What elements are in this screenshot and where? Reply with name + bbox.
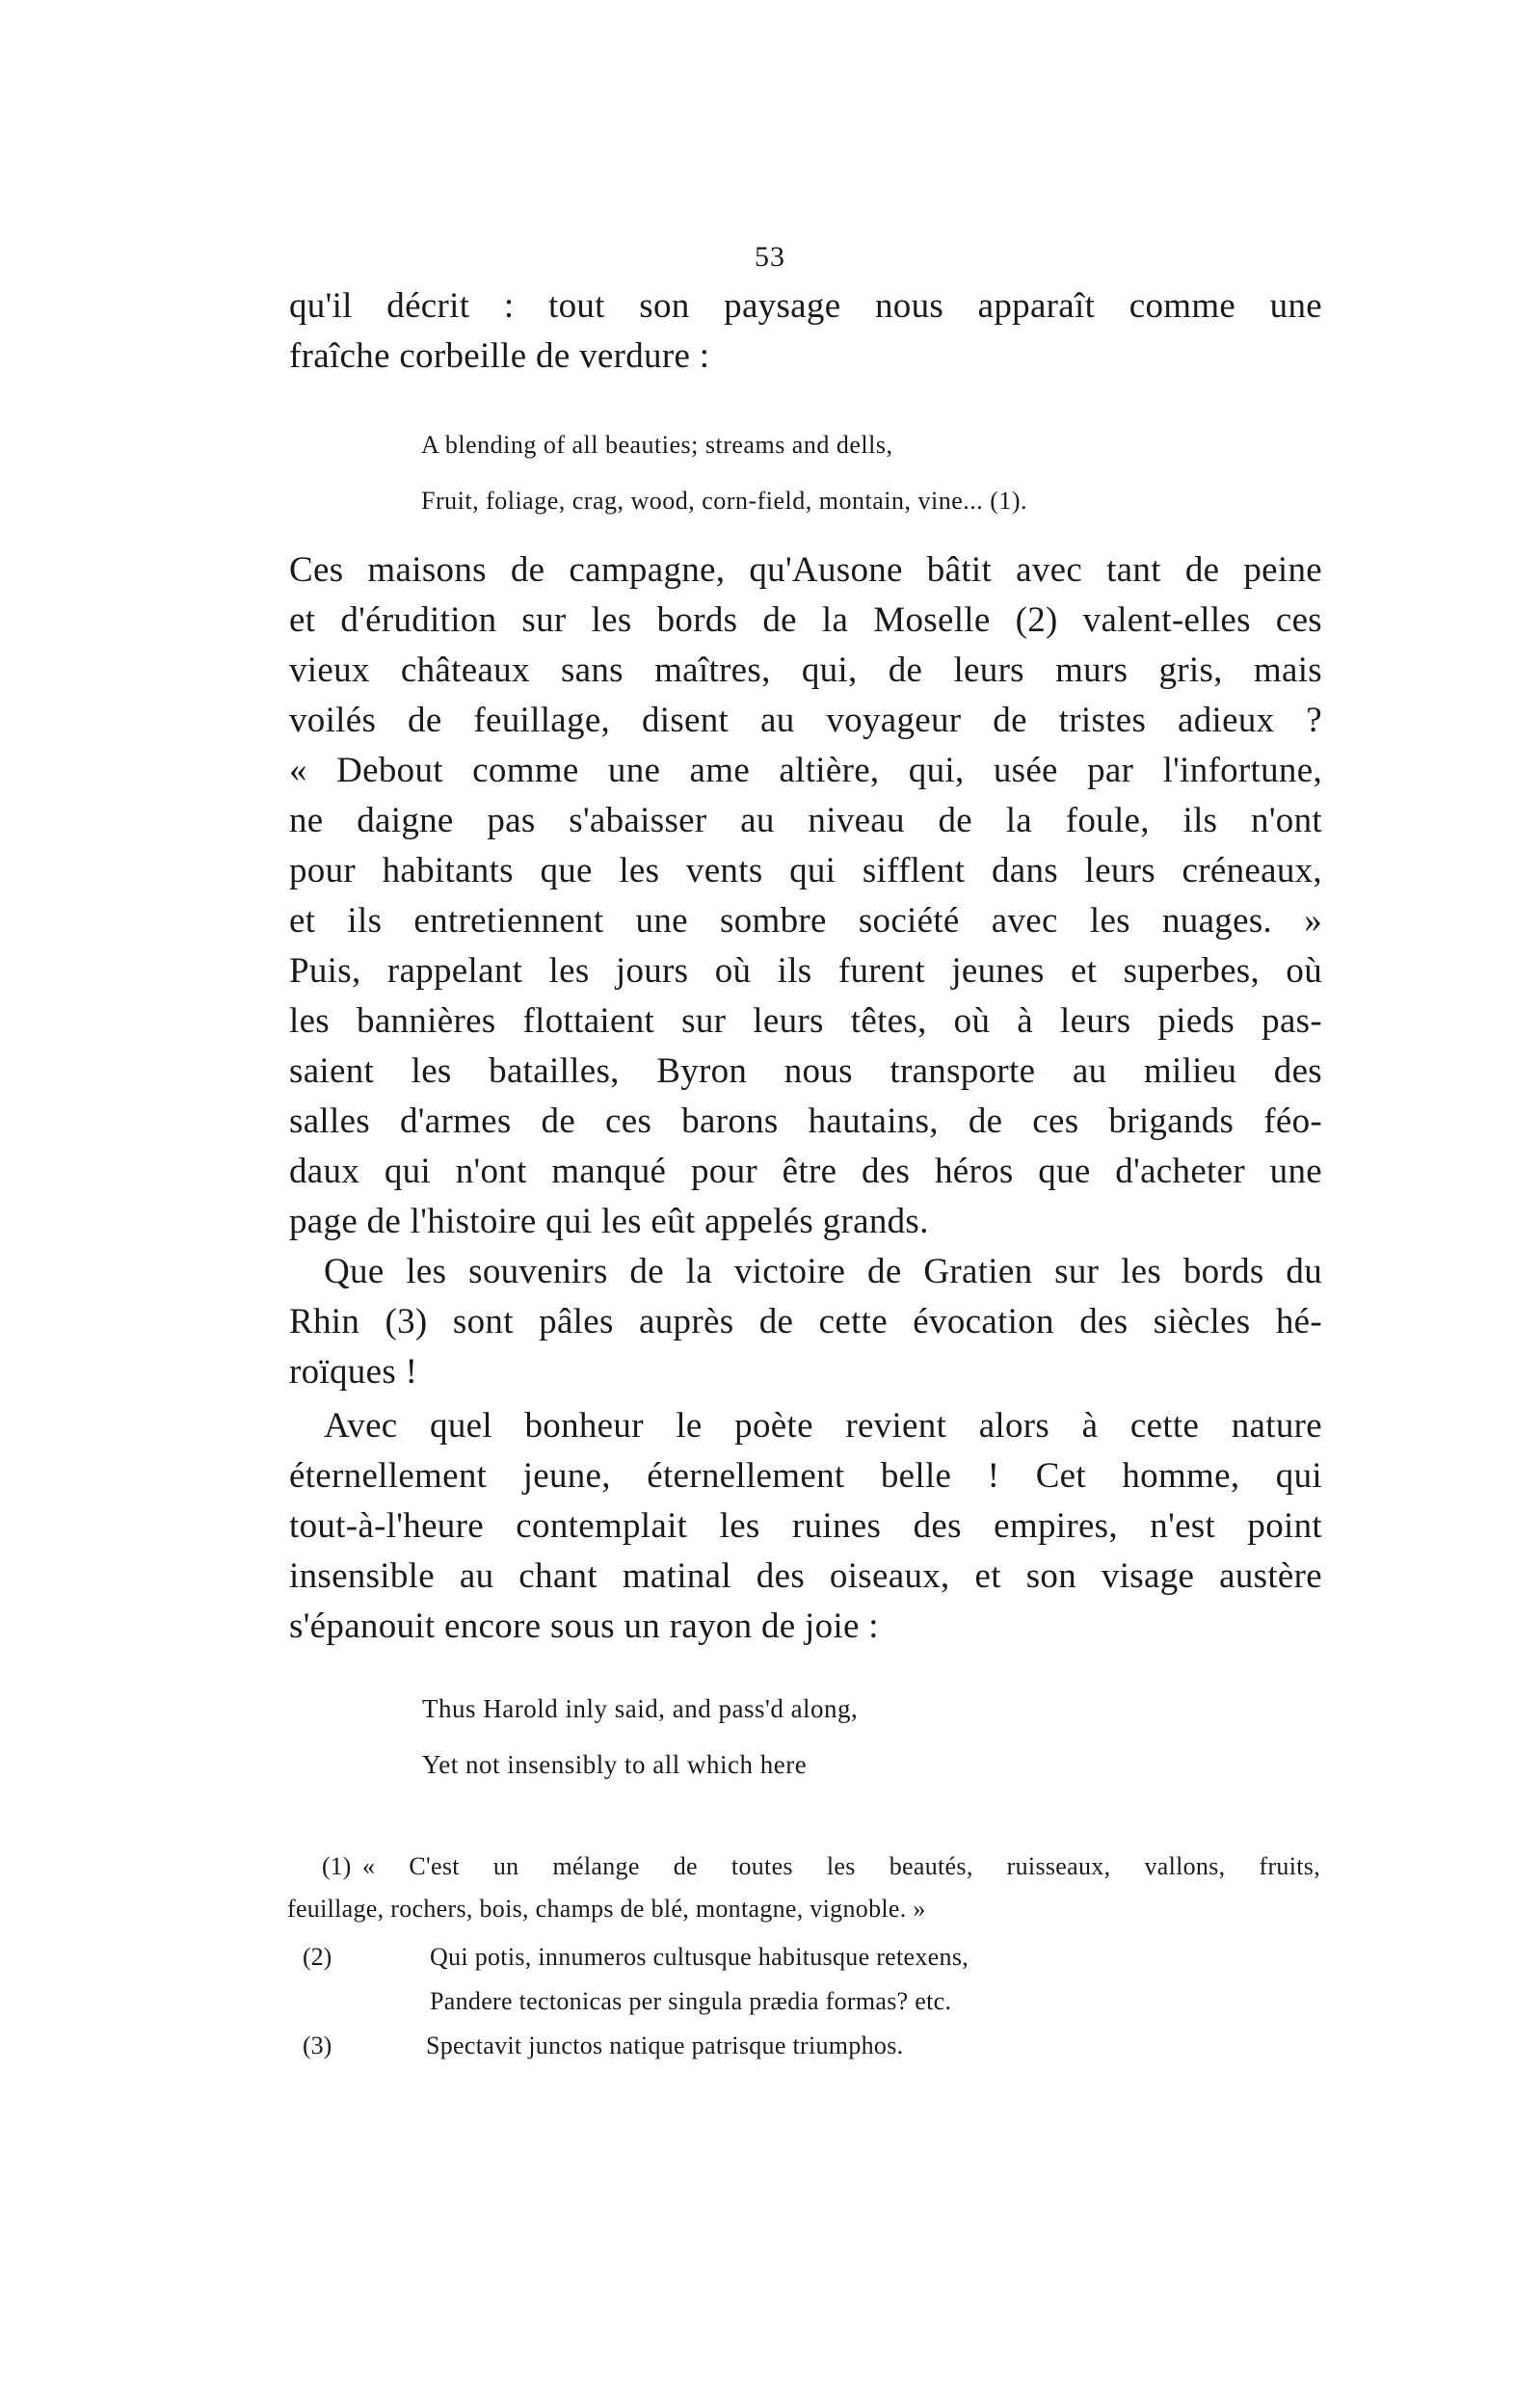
text-line: tout-à-l'heure contemplait les ruines des empires, n'est point: [289, 1506, 1322, 1546]
text-line: et ils entretiennent une sombre société avec les nuages. »: [289, 901, 1322, 941]
text-line: Puis, rappelant les jours où ils furent jeunes et superbes, où: [289, 951, 1322, 991]
text-line: daux qui n'ont manqué pour être des héros que d'acheter une: [289, 1152, 1322, 1191]
text-line: voilés de feuillage, disent au voyageur de tristes adieux ?: [289, 701, 1322, 740]
verse-line: A blending of all beauties; streams and dells,: [421, 431, 893, 459]
text-line: salles d'armes de ces barons hautains, de ces brigands féo-: [289, 1102, 1322, 1141]
text-line: et d'érudition sur les bords de la Moselle (2) valent-elles ces: [289, 600, 1322, 640]
text-line: saient les batailles, Byron nous transporte au milieu des: [289, 1051, 1322, 1091]
text-line: Rhin (3) sont pâles auprès de cette évocation des siècles hé-: [289, 1302, 1322, 1341]
text-line: vieux châteaux sans maîtres, qui, de leurs murs gris, mais: [289, 651, 1322, 690]
footnote-text: Qui potis, innumeros cultusque habitusque retexens,: [430, 1943, 969, 1971]
text-line: qu'il décrit : tout son paysage nous apparaît comme une: [289, 286, 1322, 326]
text-line: Ces maisons de campagne, qu'Ausone bâtit avec tant de peine: [289, 550, 1322, 590]
text-line: éternellement jeune, éternellement belle ! Cet homme, qui: [289, 1456, 1322, 1496]
text-line: Avec quel bonheur le poète revient alors à cette nature: [324, 1406, 1322, 1446]
footnote-text: Spectavit junctos natique patrisque triumphos.: [426, 2032, 904, 2059]
text-line: « Debout comme une ame altière, qui, usée par l'infortune,: [289, 751, 1322, 790]
footnote-text: « C'est un mélange de toutes les beautés, ruisseaux, vallons, fruits,: [362, 1852, 1320, 1880]
text-line: les bannières flottaient sur leurs têtes, où à leurs pieds pas-: [289, 1001, 1322, 1041]
verse-line: Thus Harold inly said, and pass'd along,: [422, 1694, 859, 1723]
footnote-marker: (1): [322, 1852, 352, 1880]
text-line: s'épanouit encore sous un rayon de joie :: [289, 1607, 879, 1646]
text-line: roïques !: [289, 1352, 418, 1392]
page-number: 53: [755, 241, 785, 273]
text-line: ne daigne pas s'abaisser au niveau de la foule, ils n'ont: [289, 801, 1322, 840]
text-line: Que les souvenirs de la victoire de Gratien sur les bords du: [324, 1252, 1322, 1291]
footnote-text: feuillage, rochers, bois, champs de blé, montagne, vignoble. »: [287, 1895, 926, 1923]
verse-line: Yet not insensibly to all which here: [422, 1750, 808, 1779]
text-line: page de l'histoire qui les eût appelés grands.: [289, 1202, 929, 1241]
footnote-marker: (3): [303, 2032, 332, 2059]
footnote-marker: (2): [303, 1943, 332, 1971]
footnote-text: Pandere tectonicas per singula prædia formas? etc.: [430, 1987, 952, 2015]
text-line: fraîche corbeille de verdure :: [289, 336, 710, 376]
text-line: insensible au chant matinal des oiseaux, et son visage austère: [289, 1556, 1322, 1596]
verse-line: Fruit, foliage, crag, wood, corn-field, montain, vine... (1).: [421, 487, 1028, 515]
text-line: pour habitants que les vents qui sifflent dans leurs créneaux,: [289, 851, 1322, 890]
